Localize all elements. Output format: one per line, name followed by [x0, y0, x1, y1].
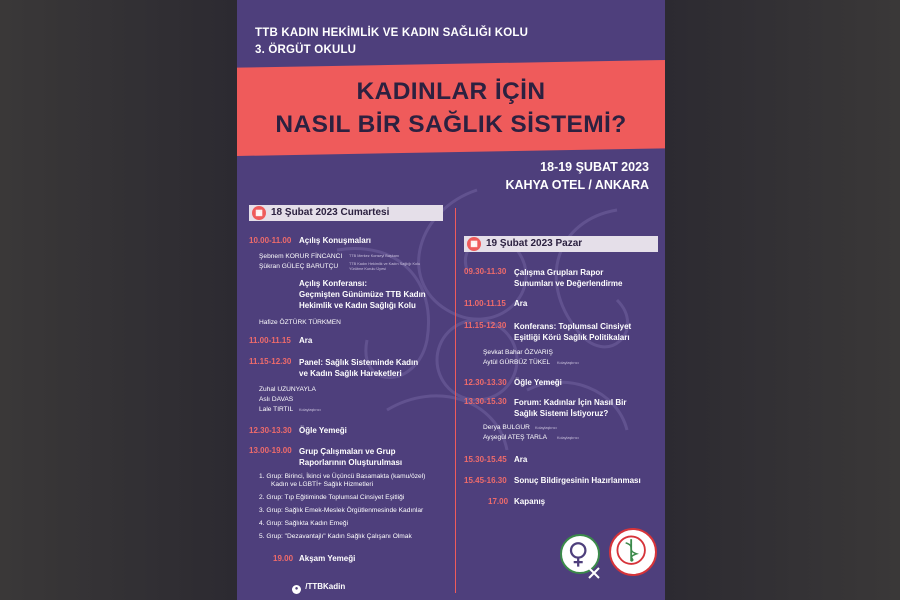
- day1-speaker1-name: Şebnem KORUR FİNCANCI: [259, 253, 343, 260]
- day1-groups-time: 13.00-19.00: [249, 446, 292, 455]
- day1-group1-line2: Kadın ve LGBTİ+ Sağlık Hizmetleri: [271, 481, 374, 488]
- day2-forum-speaker1: Derya BULGUR: [483, 424, 530, 431]
- day2-closing-title: Kapanış: [514, 497, 546, 506]
- day1-speaker2-role1: TTB Kadın Hekimlik ve Kadın Sağlığı Kolu: [349, 262, 421, 266]
- day1-panelist1: Zuhal UZUNYAYLA: [259, 386, 316, 393]
- day2-declaration-time: 15.45-16.30: [464, 476, 507, 485]
- day2-conference: [514, 321, 631, 343]
- title-line-2: NASIL BİR SAĞLIK SİSTEMİ?: [275, 111, 627, 138]
- day2-declaration-title: Sonuç Bildirgesinin Hazırlanması: [514, 476, 641, 485]
- day2-forum-speaker1-role: Kolaylaştırıcı: [535, 426, 557, 430]
- social-handle-label: /TTBKadin: [305, 582, 346, 591]
- day2-closing-time: 17.00: [488, 497, 509, 506]
- day2-conference-time: 11.15-12.30: [464, 321, 507, 330]
- day1-heading: [249, 205, 443, 221]
- day2-break1-time: 11.00-11.15: [464, 299, 506, 308]
- social-handle[interactable]: [292, 582, 345, 594]
- day2-forum: [514, 397, 626, 419]
- twitter-icon: ●: [292, 585, 301, 594]
- event-date: 18-19 ŞUBAT 2023: [540, 160, 649, 174]
- day1-conference: [299, 278, 426, 311]
- day2-conf-speaker1: Şevkat Bahar ÖZVARIŞ: [483, 349, 553, 356]
- day1-conference-line3: Hekimlik ve Kadın Sağlığı Kolu: [299, 301, 416, 310]
- day2-forum-speaker2: Ayşegül ATEŞ TARLA: [483, 434, 548, 441]
- day1-conference-line2: Geçmişten Günümüze TTB Kadın: [299, 290, 426, 299]
- day2-presentations: [514, 267, 622, 289]
- day2-presentations-line2: Sunumları ve Değerlendirme: [514, 279, 623, 288]
- day1-opening-title: Açılış Konuşmaları: [299, 236, 372, 245]
- day1-groups-line2: Raporlarının Oluşturulması: [299, 458, 403, 467]
- day1-panelist2: Aslı DAVAS: [259, 396, 294, 403]
- day1-break-title: Ara: [299, 336, 313, 345]
- day2-conference-line2: Eşitliği Körü Sağlık Politikaları: [514, 333, 630, 342]
- day1-lunch-title: Öğle Yemeği: [299, 426, 347, 435]
- day2-break2-time: 15.30-15.45: [464, 455, 507, 464]
- day1-group1-line1: 1. Grup: Birinci, İkinci ve Üçüncü Basamakta (kamu/özel): [259, 473, 426, 480]
- day2-forum-speaker2-role: Kolaylaştırıcı: [557, 436, 579, 440]
- day2-break1-title: Ara: [514, 299, 528, 308]
- day1-panelist3: Lale TIRTIL: [259, 406, 294, 413]
- day1-heading-label: 18 Şubat 2023 Cumartesi: [271, 207, 390, 218]
- day1-speaker1-role: TTB Merkez Konseyi Başkanı: [349, 254, 400, 258]
- day2-break2-title: Ara: [514, 455, 528, 464]
- day2-conf-speaker2-role: Kolaylaştırıcı: [557, 361, 579, 365]
- day2-forum-line2: Sağlık Sistemi İstiyoruz?: [514, 409, 609, 418]
- female-symbol-icon: [587, 566, 601, 580]
- day2-lunch-time: 12.30-13.30: [464, 378, 507, 387]
- day1-groups: [299, 446, 402, 468]
- title-line-1: KADINLAR İÇİN: [356, 78, 546, 105]
- day2-conf-speaker2: Aytül GÜRBÜZ TÜKEL: [483, 359, 551, 366]
- day1-panel-line1: Panel: Sağlık Sisteminde Kadın: [299, 358, 419, 367]
- event-poster: [237, 0, 665, 600]
- day1-dinner-time: 19.00: [273, 554, 294, 563]
- day1-panel-line2: ve Kadın Sağlık Hareketleri: [299, 369, 402, 378]
- day1-group5: 5. Grup: "Dezavantajlı" Kadın Sağlık Çalışanı Olmak: [259, 533, 412, 540]
- calendar-icon: ▦: [252, 206, 266, 220]
- day1-panel-time: 11.15-12.30: [249, 357, 292, 366]
- day1-conference-speaker: Hafize ÖZTÜRK TÜRKMEN: [259, 319, 341, 326]
- day1-group3: 3. Grup: Sağlık Emek-Meslek Örgütlenmesinde Kadınlar: [259, 507, 424, 514]
- organizer-line-2: 3. ÖRGÜT OKULU: [255, 44, 357, 56]
- day2-forum-time: 13.30-15.30: [464, 397, 507, 406]
- caduceus-icon: [611, 530, 655, 574]
- event-venue: KAHYA OTEL / ANKARA: [505, 178, 649, 192]
- day1-opening-time: 10.00-11.00: [249, 236, 292, 245]
- organizer-line-1: TTB KADIN HEKİMLİK VE KADIN SAĞLIĞI KOLU: [255, 27, 529, 39]
- day1-panel: [299, 357, 418, 379]
- day1-speaker2-role2: Yürütme Kurulu Üyesi: [349, 267, 386, 271]
- day2-heading-label: 19 Şubat 2023 Pazar: [486, 238, 583, 249]
- day2-lunch-title: Öğle Yemeği: [514, 378, 562, 387]
- day1-dinner-title: Akşam Yemeği: [299, 554, 356, 563]
- day1-conference-line1: Açılış Konferansı:: [299, 279, 368, 288]
- day1-group4: 4. Grup: Sağlıkta Kadın Emeği: [259, 520, 349, 527]
- day1-group2: 2. Grup: Tıp Eğitiminde Toplumsal Cinsiyet Eşitliği: [259, 494, 405, 501]
- day2-heading: [464, 236, 658, 252]
- day2-forum-line1: Forum: Kadınlar İçin Nasıl Bir: [514, 398, 627, 407]
- title-banner: [237, 60, 665, 156]
- day2-conference-line1: Konferans: Toplumsal Cinsiyet: [514, 322, 632, 331]
- day1-lunch-time: 12.30-13.30: [249, 426, 292, 435]
- day2-presentations-time: 09.30-11.30: [464, 267, 507, 276]
- event-info: [505, 158, 649, 194]
- day1-break-time: 11.00-11.15: [249, 336, 291, 345]
- day1-groups-line1: Grup Çalışmaları ve Grup: [299, 447, 396, 456]
- day2-presentations-line1: Çalışma Grupları Rapor: [514, 268, 604, 277]
- column-divider: [455, 208, 456, 593]
- ttb-logo: [609, 528, 657, 576]
- day1-panelist3-role: Kolaylaştırıcı: [299, 408, 321, 412]
- calendar-icon: ▦: [467, 237, 481, 251]
- day1-speaker2-name: Şükran GÜLEÇ BARUTÇU: [259, 263, 339, 270]
